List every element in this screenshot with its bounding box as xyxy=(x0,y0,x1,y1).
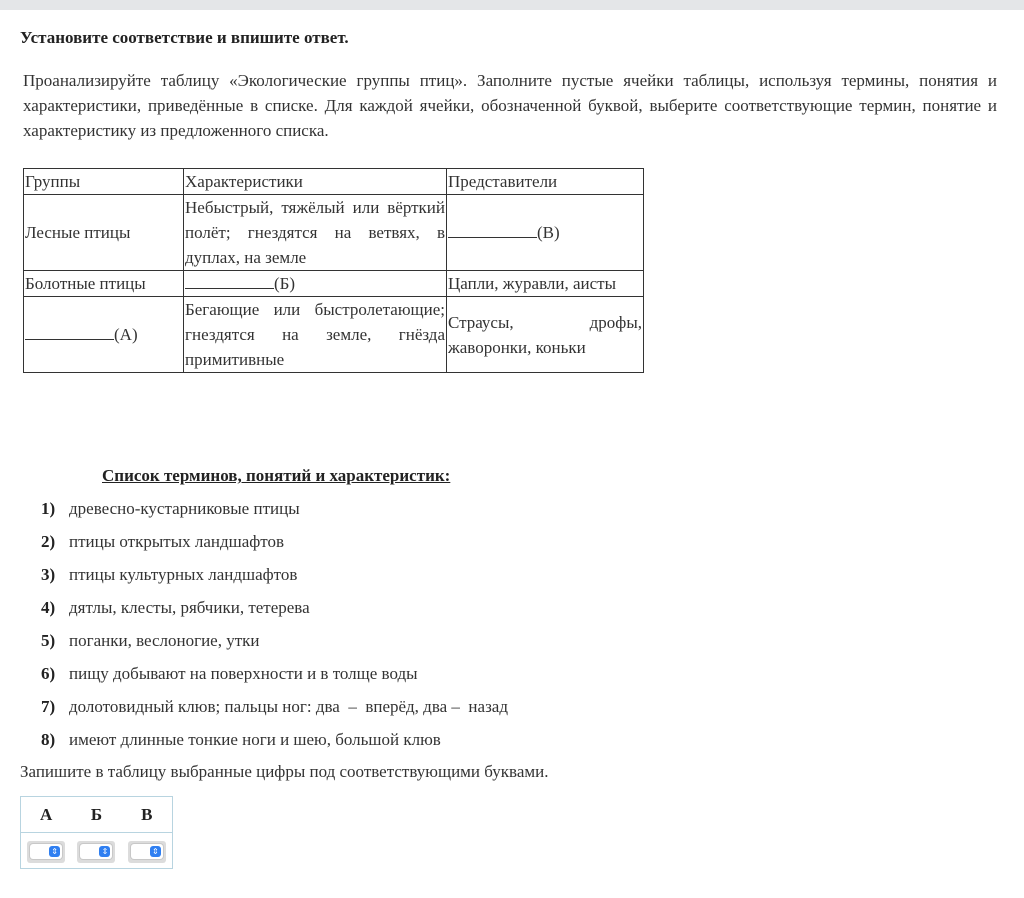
table-cell-group xyxy=(24,297,184,373)
table-cell-characteristics: Небыстрый, тяжёлый или вёрткий полёт; гнездятся на ветвях, в дуплах, на земле xyxy=(184,195,447,271)
table-cell-group: Болотные птицы xyxy=(24,271,184,297)
list-item-text: древесно-кустарниковые птицы xyxy=(69,499,300,518)
table-row xyxy=(24,297,644,373)
list-item-text: долотовидный клюв; пальцы ног: два – вперёд, два – назад xyxy=(69,697,508,716)
list-item xyxy=(41,597,508,630)
table-cell-representatives xyxy=(447,195,644,271)
list-item xyxy=(41,498,508,531)
task-intro: Проанализируйте таблицу «Экологические группы птиц». Заполните пустые ячейки таблицы, используя термины, понятия и характеристики, приведённые в списке. Для каждой ячейки, обозначенной буквой, выберите соответствующие термин, понятие и характеристику из предложенного списка. xyxy=(23,71,997,140)
answer-instruction: Запишите в таблицу выбранные цифры под соответствующими буквами. xyxy=(20,762,549,781)
terms-list xyxy=(41,498,508,762)
table-header: Группы xyxy=(24,169,184,195)
list-title: Список терминов, понятий и характеристик: xyxy=(102,466,451,485)
answer-select-row xyxy=(21,833,172,870)
top-bar xyxy=(0,0,1024,10)
table-cell-group: Лесные птицы xyxy=(24,195,184,271)
table-cell-representatives: Страусы, дрофы, жаворонки, коньки xyxy=(447,297,644,373)
list-item xyxy=(41,531,508,564)
list-item-text: пищу добывают на поверхности и в толще воды xyxy=(69,664,418,683)
table-header-row xyxy=(24,169,644,195)
answer-header-row xyxy=(21,797,172,833)
list-item-text: птицы открытых ландшафтов xyxy=(69,532,285,551)
table-header: Представители xyxy=(447,169,644,195)
list-item xyxy=(41,630,508,663)
list-item-text: птицы культурных ландшафтов xyxy=(69,565,298,584)
table-cell-characteristics xyxy=(184,271,447,297)
answer-table xyxy=(20,796,173,869)
answer-select-a[interactable] xyxy=(27,841,65,863)
answer-letter-a: А xyxy=(40,805,53,824)
list-item-number: 2) xyxy=(41,532,56,551)
table-cell-characteristics: Бегающие или быстролетающие; гнездятся на земле, гнёзда примитивные xyxy=(184,297,447,373)
list-item-number: 3) xyxy=(41,565,56,584)
table-row xyxy=(24,271,644,297)
list-item-text: дятлы, клесты, рябчики, тетерева xyxy=(69,598,310,617)
table-cell-representatives: Цапли, журавли, аисты xyxy=(447,271,644,297)
list-item-number: 7) xyxy=(41,697,56,716)
answer-letter-v: В xyxy=(141,805,153,824)
list-item xyxy=(41,564,508,597)
blank-letter-v: (В) xyxy=(537,223,560,242)
list-item-number: 8) xyxy=(41,730,56,749)
blank-letter-b: (Б) xyxy=(274,274,296,293)
list-item xyxy=(41,729,508,762)
list-item-number: 5) xyxy=(41,631,56,650)
updown-chevron-icon: ⇕ xyxy=(150,846,161,857)
eco-groups-table xyxy=(23,168,644,373)
list-item-number: 6) xyxy=(41,664,56,683)
updown-chevron-icon: ⇕ xyxy=(49,846,60,857)
table-header: Характеристики xyxy=(184,169,447,195)
updown-chevron-icon: ⇕ xyxy=(99,846,110,857)
blank-letter-a: (А) xyxy=(114,325,138,344)
table-row xyxy=(24,195,644,271)
list-item-number: 4) xyxy=(41,598,56,617)
list-item-text: имеют длинные тонкие ноги и шею, большой клюв xyxy=(69,730,441,749)
task-heading: Установите соответствие и впишите ответ. xyxy=(20,28,349,47)
list-item xyxy=(41,696,508,729)
answer-select-b[interactable] xyxy=(77,841,115,863)
list-item xyxy=(41,663,508,696)
answer-letter-b: Б xyxy=(90,805,103,824)
list-item-text: поганки, веслоногие, утки xyxy=(69,631,260,650)
answer-select-v[interactable] xyxy=(128,841,166,863)
list-item-number: 1) xyxy=(41,499,56,518)
